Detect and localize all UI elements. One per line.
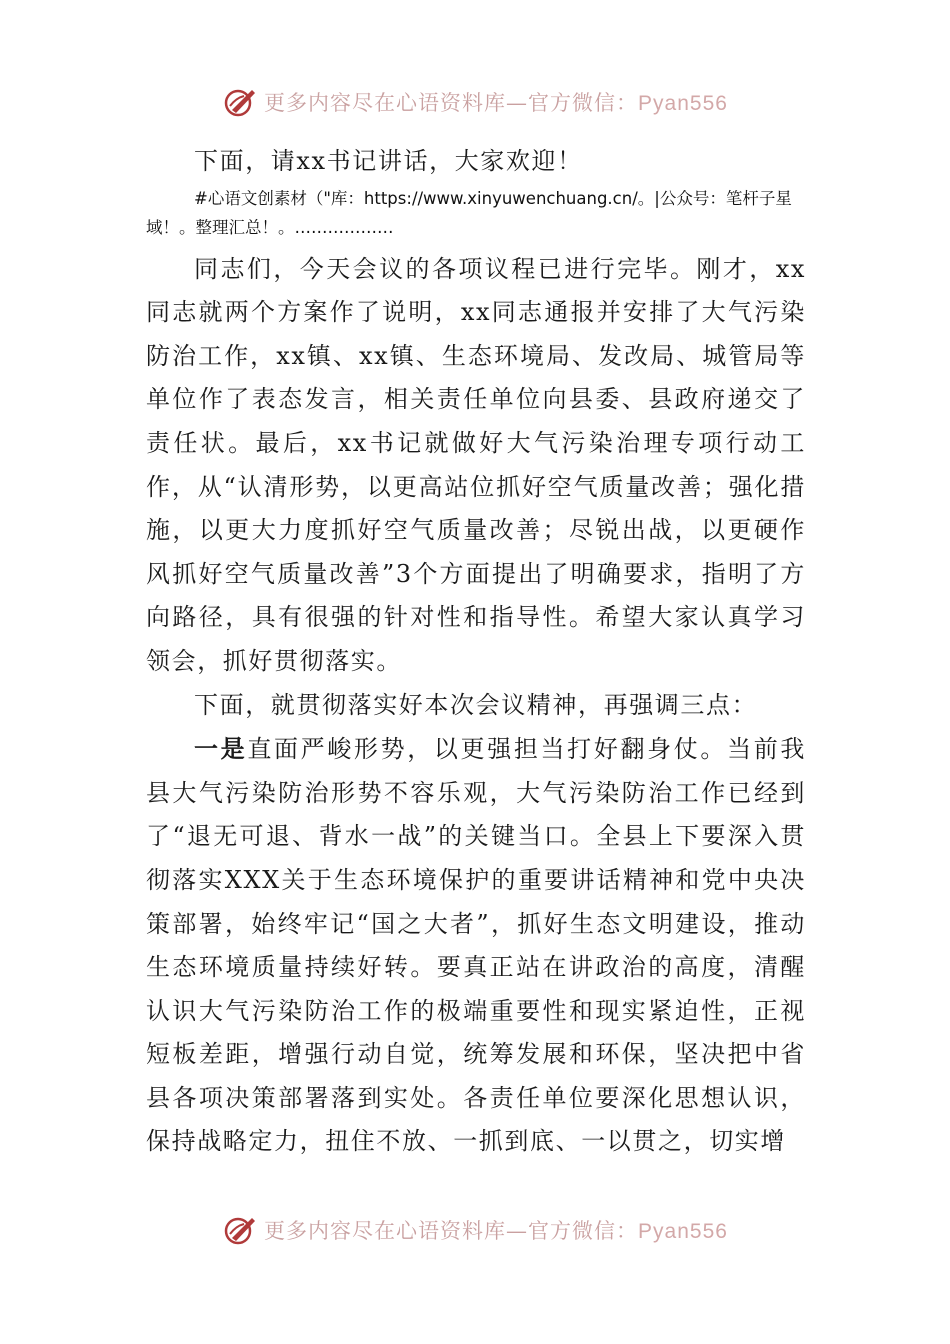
- paragraph-summary: 同志们，今天会议的各项议程已进行完毕。刚才，xx同志就两个方案作了说明，xx同志通报并安排了大气污染防治工作，xx镇、xx镇、生态环境局、发改局、城管局等单位作了表态发言，相关责任单位向县委、县政府递交了责任状。最后，xx书记就做好大气污染治理专项行动工作，从“认清形势，以更高站位抓好空气质量改善；强化措施，以更大力度抓好空气质量改善；尽锐出战，以更硬作风抓好空气质量改善”3个方面提出了明确要求，指明了方向路径，具有很强的针对性和指导性。希望大家认真学习领会，抓好贯彻落实。: [146, 254, 806, 675]
- header-banner: [0, 82, 950, 122]
- footer-banner: [0, 1210, 950, 1250]
- footer-banner-account: Pyan556: [638, 1220, 728, 1243]
- footer-banner-text: [264, 1215, 728, 1245]
- header-banner-label: 更多内容尽在心语资料库—官方微信：: [264, 91, 639, 115]
- header-banner-text: [264, 87, 728, 117]
- source-note: #心语文创素材（"库：https://www.xinyuwenchuang.cn/。|公众号：笔杆子星域！。整理汇总！。………………: [146, 188, 792, 237]
- paragraph-transition: 下面，就贯彻落实好本次会议精神，再强调三点：: [194, 690, 758, 719]
- header-banner-account: Pyan556: [638, 92, 728, 115]
- document-body: [146, 140, 806, 1164]
- point-one-lead: 一是: [194, 734, 248, 764]
- point-one-text: 直面严峻形势，以更强担当打好翻身仗。当前我县大气污染防治形势不容乐观，大气污染防治工作已经到了“退无可退、背水一战”的关键当口。全县上下要深入贯彻落实XXX关于生态环境保护的重要讲话精神和党中央决策部署，始终牢记“国之大者”，抓好生态文明建设，推动生态环境质量持续好转。要真正站在讲政治的高度，清醒认识大气污染防治工作的极端重要性和现实紧迫性，正视短板差距，增强行动自觉，统筹发展和环保，坚决把中省县各项决策部署落到实处。各责任单位要深化思想认识，保持战略定力，扭住不放、一抓到底、一以贯之，切实增: [146, 735, 806, 1156]
- quill-logo-icon: [222, 84, 258, 120]
- paragraph-intro: 下面，请xx书记讲话，大家欢迎！: [194, 147, 583, 175]
- footer-banner-label: 更多内容尽在心语资料库—官方微信：: [264, 1219, 639, 1243]
- paragraph-point-one: [146, 727, 806, 1164]
- quill-logo-icon: [222, 1212, 258, 1248]
